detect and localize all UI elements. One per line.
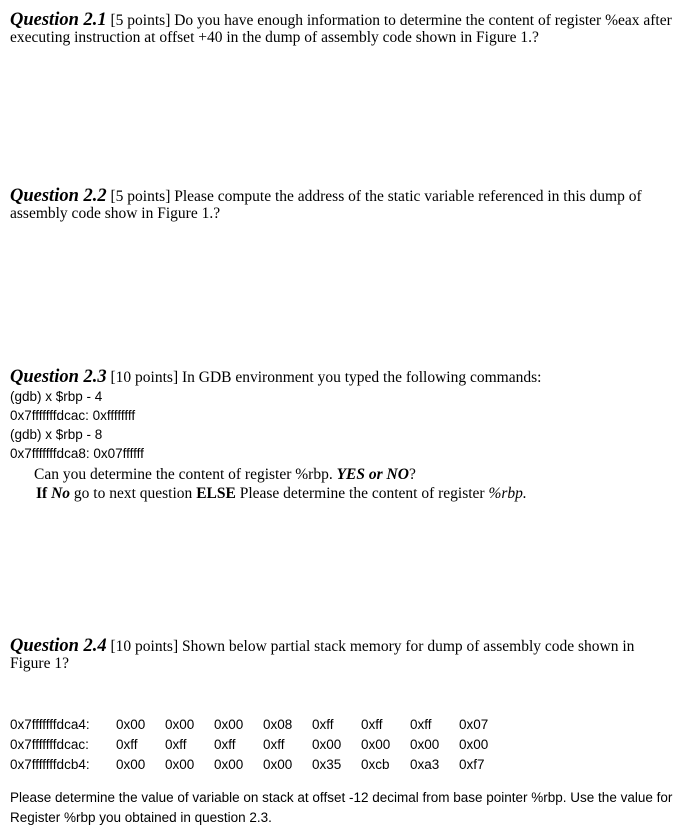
memory-byte: 0xcb bbox=[361, 756, 390, 772]
final-instruction: Please determine the value of variable on stack at offset -12 decimal from base pointer %rbp. Use the value for Register %rbp you obtained in question 2.3. bbox=[10, 790, 673, 825]
gdb-line: (gdb) x $rbp - 8 bbox=[10, 427, 103, 442]
conditional-instruction bbox=[10, 484, 673, 503]
question-points: [10 points] bbox=[110, 638, 179, 655]
memory-row bbox=[10, 754, 508, 774]
gdb-line: 0x7fffffffdca8: 0x07ffffff bbox=[10, 446, 144, 461]
question-text: Please compute the address of the static variable referenced in this dump of assembly code show in Figure 1.? bbox=[10, 188, 642, 222]
memory-table bbox=[10, 714, 508, 774]
memory-byte: 0xff bbox=[410, 716, 432, 732]
stack-memory-dump bbox=[10, 714, 508, 774]
else-keyword: ELSE bbox=[196, 485, 236, 502]
question-label: Question 2.4 bbox=[10, 636, 107, 656]
memory-byte: 0x35 bbox=[312, 756, 342, 772]
memory-byte: 0xff bbox=[263, 736, 285, 752]
memory-address: 0x7fffffffdcac: bbox=[10, 736, 89, 752]
memory-byte: 0xf7 bbox=[459, 756, 485, 772]
memory-byte: 0xff bbox=[361, 716, 383, 732]
memory-byte: 0x00 bbox=[165, 716, 195, 732]
memory-byte: 0x00 bbox=[459, 736, 489, 752]
if-keyword: If bbox=[36, 485, 48, 502]
yes-no-prompt bbox=[10, 465, 673, 484]
question-text: Shown below partial stack memory for dump of assembly code shown in Figure 1? bbox=[10, 638, 635, 672]
question-2-2 bbox=[10, 188, 673, 222]
question-points: [5 points] bbox=[110, 188, 171, 205]
memory-byte: 0x00 bbox=[410, 736, 440, 752]
question-header bbox=[10, 369, 673, 386]
register-name: %rbp. bbox=[488, 485, 527, 502]
prompt-text: Can you determine the content of register %rbp. bbox=[34, 466, 333, 483]
memory-byte: 0x00 bbox=[214, 756, 244, 772]
memory-byte: 0xa3 bbox=[410, 756, 440, 772]
no-keyword: No bbox=[51, 485, 71, 502]
gdb-line: 0x7fffffffdcac: 0xffffffff bbox=[10, 408, 136, 423]
memory-byte: 0x00 bbox=[116, 716, 146, 732]
memory-byte: 0x08 bbox=[263, 716, 293, 732]
prompt-suffix: ? bbox=[408, 466, 416, 483]
memory-row bbox=[10, 734, 508, 754]
memory-byte: 0xff bbox=[165, 736, 187, 752]
memory-byte: 0x00 bbox=[312, 736, 342, 752]
instruction-text: go to next question bbox=[73, 485, 193, 502]
question-points: [10 points] bbox=[110, 369, 179, 386]
question-points: [5 points] bbox=[110, 12, 171, 29]
gdb-session bbox=[10, 387, 673, 463]
memory-byte: 0xff bbox=[214, 736, 236, 752]
memory-byte: 0xff bbox=[312, 716, 334, 732]
question-2-4 bbox=[10, 638, 673, 672]
memory-row bbox=[10, 714, 508, 734]
memory-byte: 0x00 bbox=[263, 756, 293, 772]
instruction-text: Please determine the content of register bbox=[239, 485, 485, 502]
question-2-1 bbox=[10, 12, 673, 46]
question-text: In GDB environment you typed the following commands: bbox=[181, 369, 542, 386]
yes-or-no-emphasis: YES or NO bbox=[336, 466, 409, 483]
question-2-3 bbox=[10, 369, 673, 503]
memory-address: 0x7fffffffdca4: bbox=[10, 716, 90, 732]
memory-byte: 0x07 bbox=[459, 716, 489, 732]
memory-byte: 0x00 bbox=[165, 756, 195, 772]
memory-byte: 0x00 bbox=[116, 756, 146, 772]
question-label: Question 2.1 bbox=[10, 10, 107, 30]
memory-byte: 0xff bbox=[116, 736, 138, 752]
memory-byte: 0x00 bbox=[214, 716, 244, 732]
question-label: Question 2.3 bbox=[10, 367, 107, 387]
memory-byte: 0x00 bbox=[361, 736, 391, 752]
question-text: Do you have enough information to determine the content of register %eax after executing instruction at offset +40 in the dump of assembly code shown in Figure 1.? bbox=[10, 12, 672, 46]
gdb-line: (gdb) x $rbp - 4 bbox=[10, 389, 103, 404]
question-label: Question 2.2 bbox=[10, 186, 107, 206]
memory-address: 0x7fffffffdcb4: bbox=[10, 756, 90, 772]
